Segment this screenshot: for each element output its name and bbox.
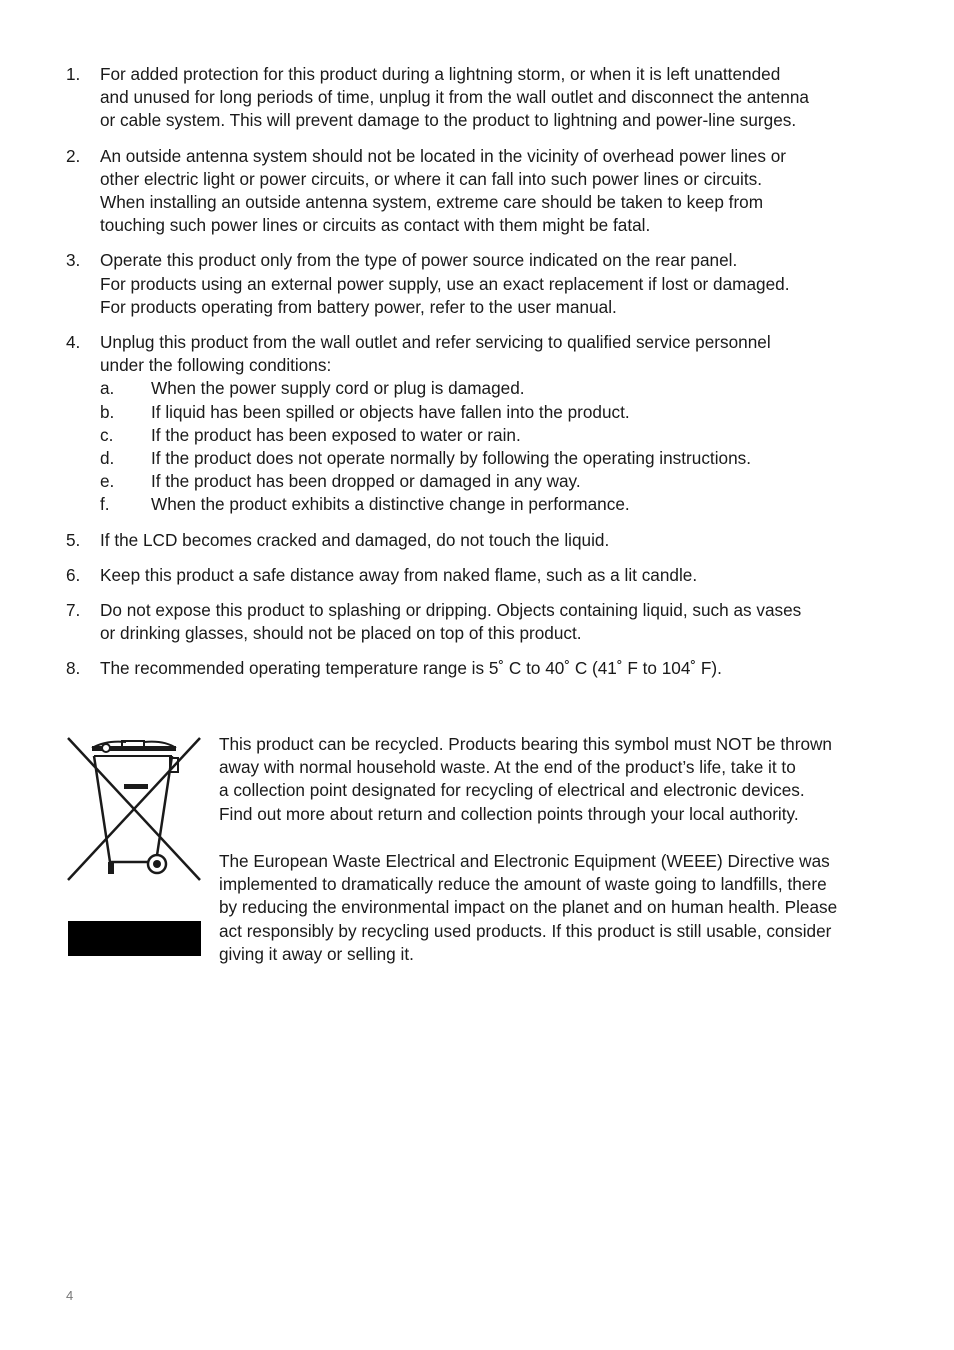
item-number: 7.	[66, 600, 81, 621]
item-text: For products operating from battery power, refer to the user manual.	[100, 296, 617, 317]
sub-item-letter: e.	[100, 471, 115, 492]
item-text: Unplug this product from the wall outlet and refer servicing to qualified service personnel	[100, 332, 771, 353]
paragraph-line: Find out more about return and collection points through your local authority.	[219, 803, 799, 824]
sub-item-text: When the power supply cord or plug is damaged.	[151, 378, 525, 399]
item-number: 3.	[66, 250, 81, 271]
item-text: and unused for long periods of time, unplug it from the wall outlet and disconnect the antenna	[100, 87, 809, 108]
sub-item-letter: a.	[100, 378, 115, 399]
item-text: For added protection for this product during a lightning storm, or when it is left unattended	[100, 64, 781, 84]
item-number: 6.	[66, 564, 81, 585]
item-text: The recommended operating temperature range is 5˚ C to 40˚ C (41˚ F to 104˚ F).	[100, 658, 722, 679]
item-number: 4.	[66, 332, 81, 353]
list-item	[66, 331, 896, 517]
item-text: Keep this product a safe distance away from naked flame, such as a lit candle.	[100, 564, 698, 585]
sub-list-item	[100, 377, 896, 400]
list-item	[66, 564, 896, 587]
paragraph-line: giving it away or selling it.	[219, 943, 414, 964]
paragraph-line: away with normal household waste. At the end of the product’s life, take it to	[219, 757, 796, 778]
item-text: For products using an external power supply, use an exact replacement if lost or damaged.	[100, 273, 790, 294]
list-item	[66, 249, 896, 319]
item-text: or drinking glasses, should not be placed on top of this product.	[100, 623, 582, 644]
item-number: 2.	[66, 145, 81, 166]
list-item	[66, 657, 896, 680]
paragraph-line: The European Waste Electrical and Electronic Equipment (WEEE) Directive was	[219, 851, 830, 871]
sub-list-item	[100, 493, 896, 516]
sub-item-text: If the product has been exposed to water or rain.	[151, 424, 521, 445]
paragraph-line: act responsibly by recycling used products. If this product is still usable, consider	[219, 920, 832, 941]
sub-item-letter: d.	[100, 448, 115, 469]
page-number: 4	[66, 1288, 74, 1303]
item-text: When installing an outside antenna system, extreme care should be taken to keep from	[100, 192, 764, 213]
item-text: or cable system. This will prevent damage to the product to lightning and power-line surges.	[100, 110, 797, 131]
item-number: 8.	[66, 658, 81, 679]
weee-directive-paragraph	[219, 850, 899, 966]
sub-item-letter: c.	[100, 424, 114, 445]
paragraph-line: by reducing the environmental impact on the planet and on human health. Please	[219, 897, 838, 918]
item-text: other electric light or power circuits, or where it can fall into such power lines or circuits.	[100, 168, 762, 189]
list-item	[66, 63, 896, 133]
item-number: 5.	[66, 529, 81, 550]
item-text: touching such power lines or circuits as contact with them might be fatal.	[100, 215, 651, 236]
list-item	[66, 145, 896, 238]
item-text: Operate this product only from the type of power source indicated on the rear panel.	[100, 250, 738, 271]
recycling-paragraph	[219, 733, 899, 826]
weee-solid-bar	[68, 921, 201, 956]
sub-list-item	[100, 470, 896, 493]
item-text: Do not expose this product to splashing or dripping. Objects containing liquid, such as vases	[100, 600, 802, 621]
sub-item-text: When the product exhibits a distinctive change in performance.	[151, 494, 630, 515]
item-text: An outside antenna system should not be located in the vicinity of overhead power lines or	[100, 145, 787, 166]
paragraph-line: implemented to dramatically reduce the amount of waste going to landfills, there	[219, 874, 827, 895]
sub-list-item	[100, 447, 896, 470]
item-text: If the LCD becomes cracked and damaged, do not touch the liquid.	[100, 529, 610, 550]
sub-item-letter: f.	[100, 494, 110, 515]
item-number: 1.	[66, 64, 81, 84]
sub-item-text: If the product has been dropped or damaged in any way.	[151, 471, 581, 492]
paragraph-line: a collection point designated for recycling of electrical and electronic devices.	[219, 780, 805, 801]
item-text: under the following conditions:	[100, 355, 332, 376]
paragraph-line: This product can be recycled. Products bearing this symbol must NOT be thrown	[219, 734, 832, 754]
safety-instructions-list	[66, 63, 896, 693]
list-item	[66, 599, 896, 645]
sub-item-text: If liquid has been spilled or objects have fallen into the product.	[151, 401, 630, 422]
sub-item-text: If the product does not operate normally by following the operating instructions.	[151, 448, 752, 469]
sub-list-item	[100, 424, 896, 447]
sub-item-letter: b.	[100, 401, 115, 422]
sub-list-item	[100, 401, 896, 424]
list-item	[66, 529, 896, 552]
